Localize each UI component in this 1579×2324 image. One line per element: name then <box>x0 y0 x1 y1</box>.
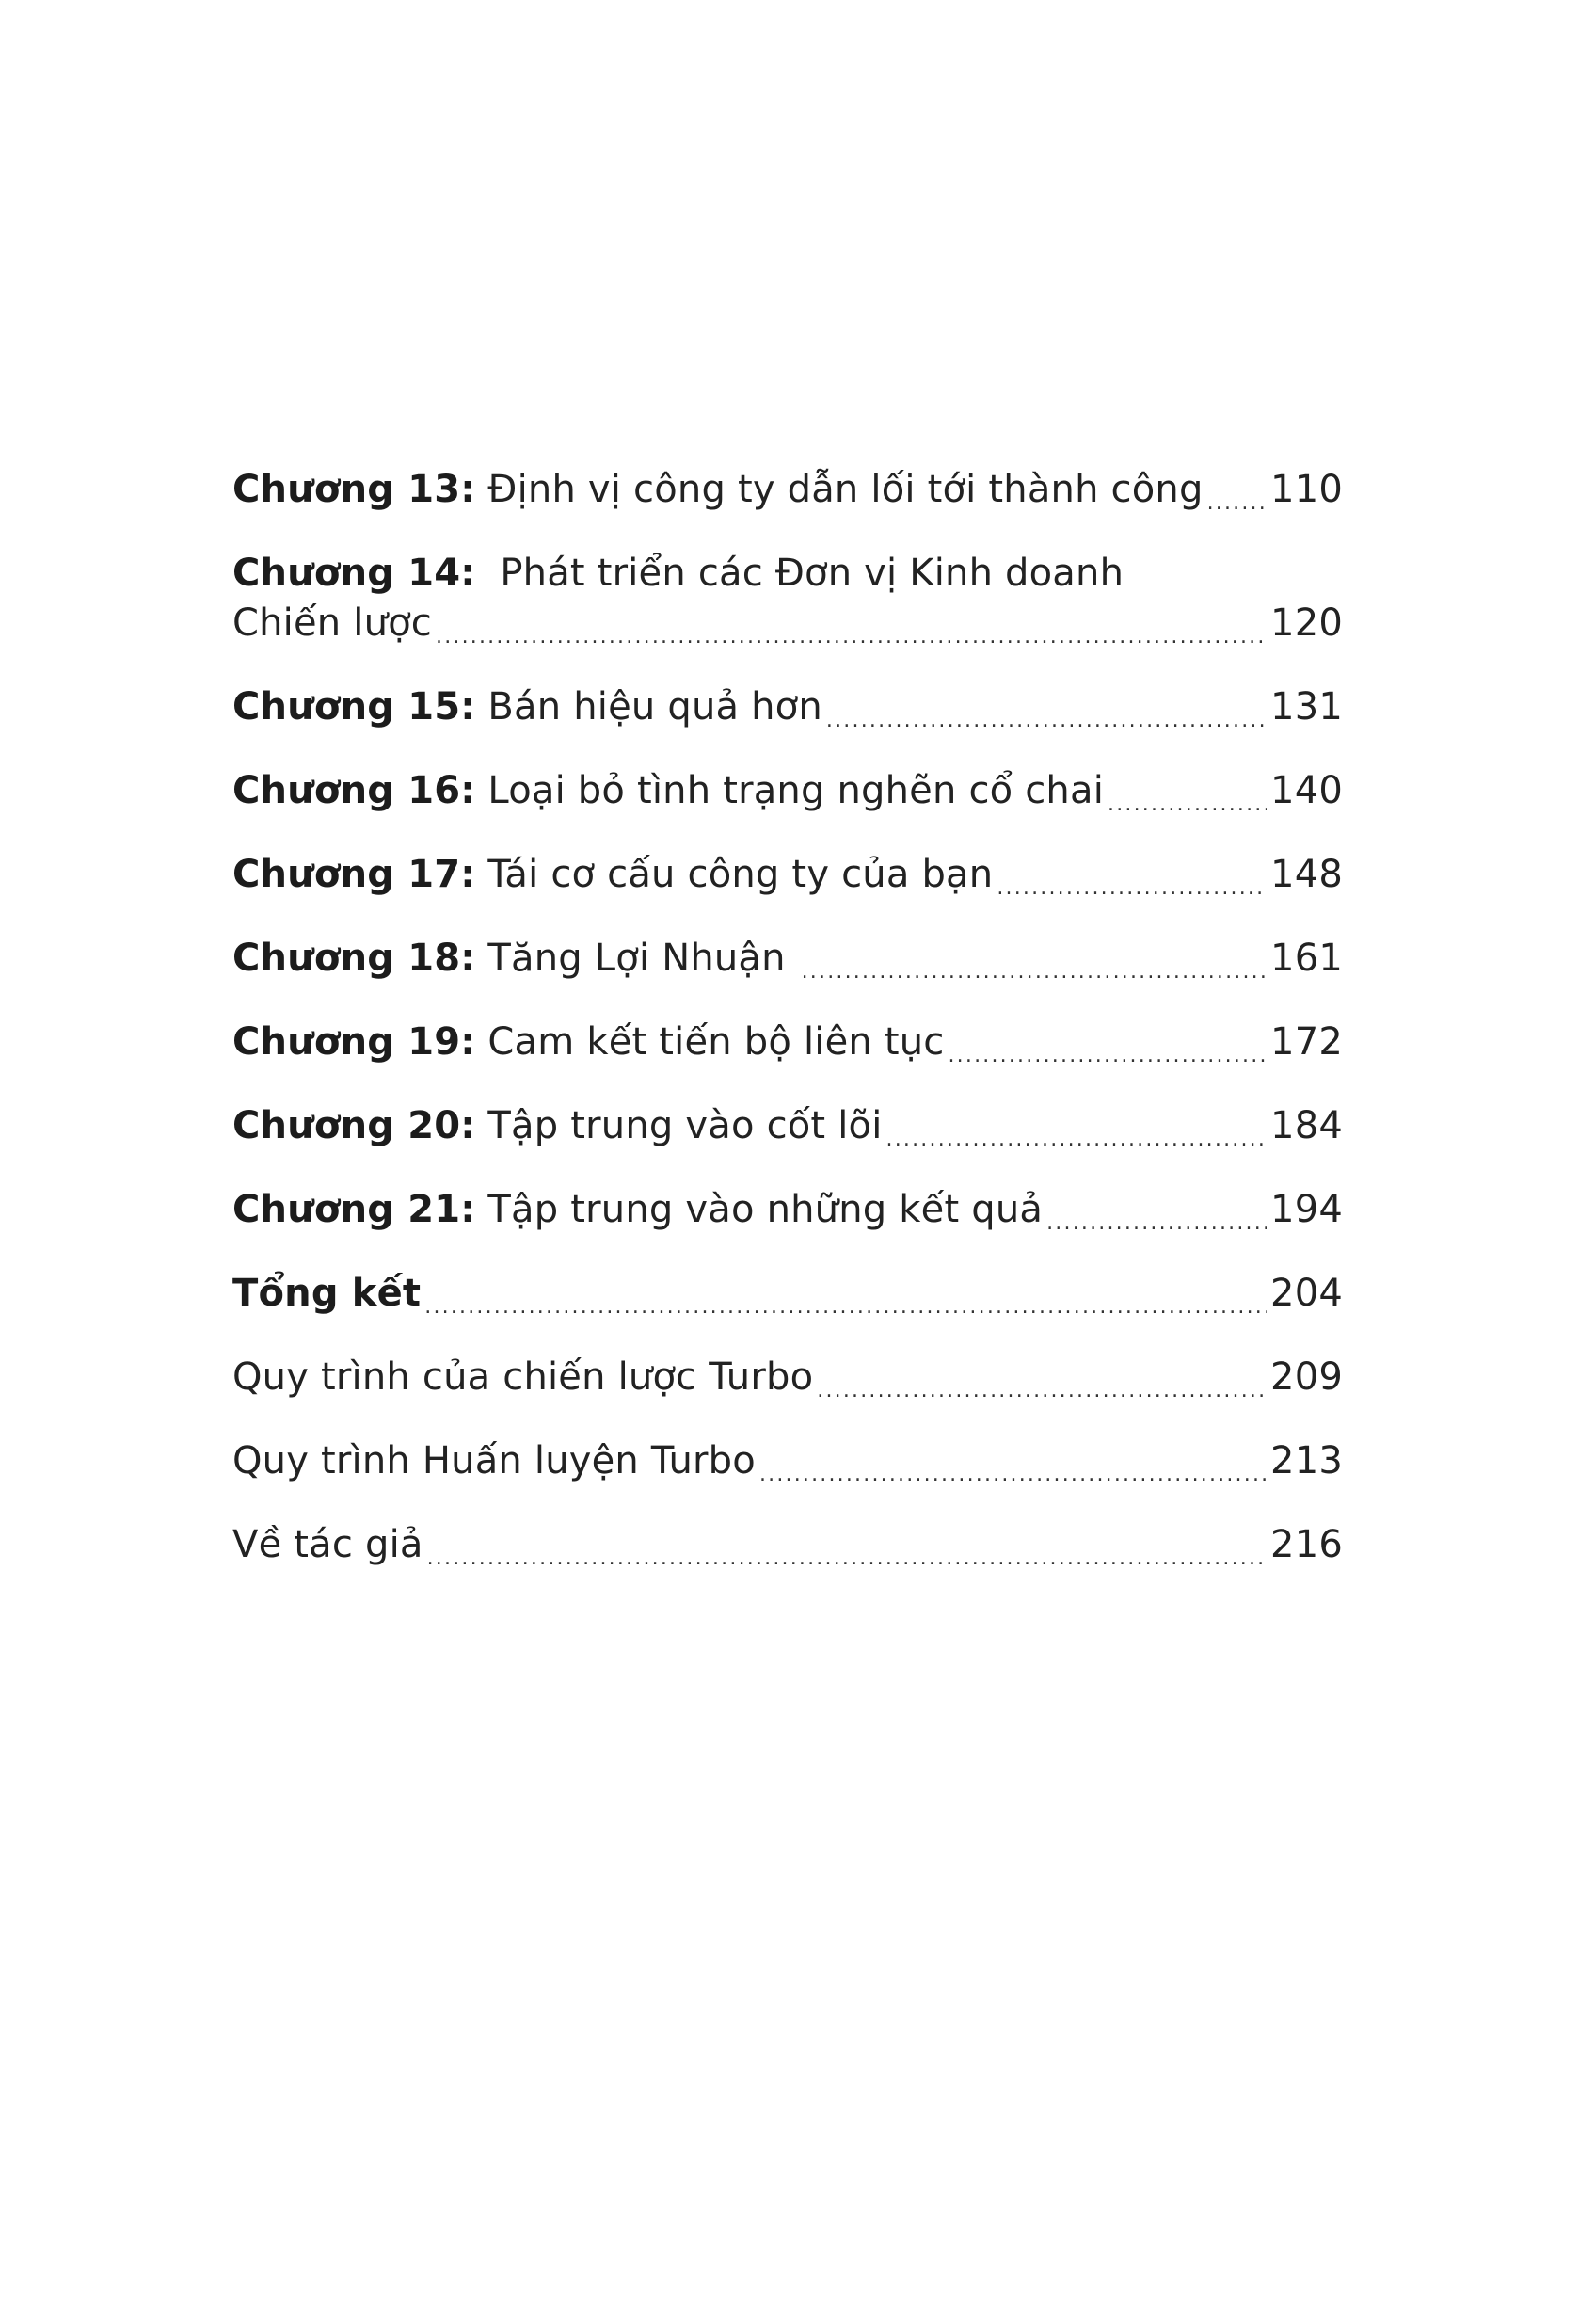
chapter-title: Phát triển các Đơn vị Kinh doanh <box>500 552 1124 595</box>
page-number: 131 <box>1270 685 1343 729</box>
page-number: 120 <box>1270 601 1343 645</box>
toc-row <box>232 1018 1343 1072</box>
section-title: Về tác giả <box>232 1523 423 1566</box>
toc-row <box>232 1270 1343 1323</box>
page-number: 204 <box>1270 1272 1343 1315</box>
toc-entry-chapter-14 <box>232 550 1343 653</box>
toc-row <box>232 600 1343 653</box>
toc-entry-summary <box>232 1270 1343 1323</box>
chapter-title-continuation: Chiến lược <box>232 601 432 645</box>
toc-entry-chapter-19 <box>232 1018 1343 1072</box>
section-title: Quy trình Huấn luyện Turbo <box>232 1439 756 1483</box>
chapter-label: Chương 21: <box>232 1188 476 1231</box>
page-number: 110 <box>1270 468 1343 511</box>
toc-row <box>232 466 1343 520</box>
chapter-title: Tăng Lợi Nhuận <box>487 937 786 980</box>
page-number: 184 <box>1270 1104 1343 1147</box>
toc-entry-chapter-15 <box>232 683 1343 737</box>
toc-row <box>232 1521 1343 1575</box>
chapter-label: Chương 13: <box>232 468 476 511</box>
chapter-label: Chương 19: <box>232 1020 476 1064</box>
chapter-label: Chương 15: <box>232 685 476 729</box>
page-number: 140 <box>1270 769 1343 812</box>
page-number: 172 <box>1270 1020 1343 1064</box>
dot-leader <box>997 857 1267 905</box>
toc-row-first-line <box>232 550 1343 597</box>
dot-leader <box>886 1109 1268 1156</box>
page-number: 216 <box>1270 1523 1343 1566</box>
toc-entry-about-author <box>232 1521 1343 1575</box>
dot-leader <box>424 1276 1267 1323</box>
toc-entry-turbo-coaching-process <box>232 1437 1343 1491</box>
toc-row <box>232 1102 1343 1156</box>
chapter-title: Bán hiệu quả hơn <box>487 685 822 729</box>
chapter-title: Cam kết tiến bộ liên tục <box>487 1020 945 1064</box>
dot-leader <box>948 1025 1267 1072</box>
chapter-label: Chương 17: <box>232 853 476 896</box>
chapter-label: Chương 16: <box>232 769 476 812</box>
dot-leader <box>1108 774 1267 821</box>
section-title: Quy trình của chiến lược Turbo <box>232 1355 814 1399</box>
dot-leader <box>759 1444 1267 1491</box>
table-of-contents <box>232 466 1343 1605</box>
page-number: 209 <box>1270 1355 1343 1399</box>
section-label: Tổng kết <box>232 1272 422 1315</box>
toc-entry-chapter-21 <box>232 1186 1343 1240</box>
toc-entry-chapter-16 <box>232 767 1343 821</box>
toc-row <box>232 935 1343 988</box>
toc-entry-chapter-18 <box>232 935 1343 988</box>
dot-leader <box>1207 473 1267 520</box>
chapter-title: Loại bỏ tình trạng nghẽn cổ chai <box>487 769 1105 812</box>
dot-leader <box>1046 1193 1267 1240</box>
toc-entry-chapter-20 <box>232 1102 1343 1156</box>
dot-leader <box>436 606 1267 653</box>
toc-entry-chapter-13 <box>232 466 1343 520</box>
page-number: 148 <box>1270 853 1343 896</box>
page-number: 161 <box>1270 937 1343 980</box>
toc-row <box>232 851 1343 905</box>
chapter-title: Tập trung vào những kết quả <box>487 1188 1044 1231</box>
dot-leader <box>427 1528 1267 1575</box>
dot-leader <box>826 690 1267 737</box>
toc-entry-chapter-17 <box>232 851 1343 905</box>
toc-row <box>232 1437 1343 1491</box>
page-number: 213 <box>1270 1439 1343 1483</box>
toc-row <box>232 767 1343 821</box>
chapter-title: Tái cơ cấu công ty của bạn <box>487 853 994 896</box>
dot-leader <box>817 1360 1267 1407</box>
toc-row <box>232 1354 1343 1407</box>
toc-row <box>232 683 1343 737</box>
dot-leader <box>802 941 1267 988</box>
toc-entry-turbo-strategy-process <box>232 1354 1343 1407</box>
chapter-label: Chương 14: <box>232 552 476 595</box>
chapter-title: Tập trung vào cốt lõi <box>487 1104 883 1147</box>
chapter-label: Chương 20: <box>232 1104 476 1147</box>
toc-row <box>232 1186 1343 1240</box>
chapter-title: Định vị công ty dẫn lối tới thành công <box>487 468 1204 511</box>
chapter-label: Chương 18: <box>232 937 476 980</box>
page-number: 194 <box>1270 1188 1343 1231</box>
